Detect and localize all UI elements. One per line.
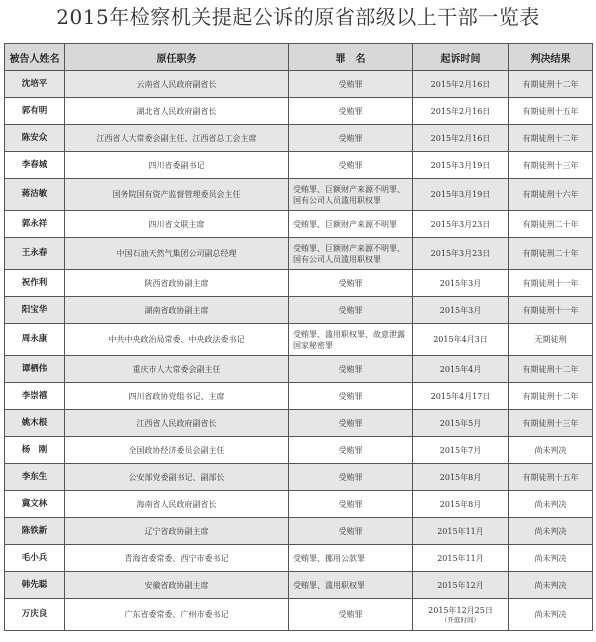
cell-position: 江西省人大常委会副主任、江西省总工会主席 (65, 125, 289, 152)
cell-verdict: 有期徒刑十三年 (509, 410, 593, 437)
table-row (5, 324, 593, 356)
cell-crime: 受贿罪、挪用公款罪 (289, 545, 413, 572)
cell-crime: 受贿罪、巨额财产来源不明罪、国有公司人员滥用职权罪 (289, 238, 413, 270)
cell-name: 郭有明 (5, 98, 65, 125)
table-row (5, 297, 593, 324)
table-row (5, 211, 593, 238)
cell-position: 青海省委常委、西宁市委书记 (65, 545, 289, 572)
cell-position: 江西省人民政府副省长 (65, 410, 289, 437)
cell-crime: 受贿罪 (289, 491, 413, 518)
cell-name: 李崇禧 (5, 383, 65, 410)
cell-verdict: 有期徒刑二十年 (509, 211, 593, 238)
date-text: 2015年11月 (437, 526, 484, 536)
date-text: 2015年7月 (439, 445, 482, 455)
cell-verdict: 尚未判决 (509, 437, 593, 464)
cell-position: 四川省委副书记 (65, 152, 289, 179)
cell-crime: 受贿罪、滥用职权罪 (289, 572, 413, 599)
cell-verdict: 有期徒刑十六年 (509, 179, 593, 211)
cell-date (413, 599, 509, 631)
table-row (5, 125, 593, 152)
cell-name: 姚木根 (5, 410, 65, 437)
cell-position: 湖南省政协副主席 (65, 297, 289, 324)
cell-verdict: 尚未判决 (509, 518, 593, 545)
cell-date (413, 437, 509, 464)
date-text: 2015年8月 (439, 499, 482, 509)
table-row (5, 437, 593, 464)
date-text: 2015年3月19日 (430, 160, 491, 170)
cell-crime: 受贿罪、滥用职权罪、故意泄露国家秘密罪 (289, 324, 413, 356)
cell-position: 陕西省政协副主席 (65, 270, 289, 297)
date-text: 2015年3月 (439, 278, 482, 288)
cell-position: 海南省人民政府副省长 (65, 491, 289, 518)
cell-name: 李春城 (5, 152, 65, 179)
cell-crime: 受贿罪 (289, 98, 413, 125)
cell-verdict: 尚未判决 (509, 491, 593, 518)
header-name: 被告人姓名 (5, 44, 65, 71)
cell-date (413, 324, 509, 356)
date-text: 2015年2月16日 (430, 79, 491, 89)
cell-verdict: 有期徒刑十二年 (509, 383, 593, 410)
cell-verdict: 有期徒刑十五年 (509, 464, 593, 491)
cell-name: 阳宝华 (5, 297, 65, 324)
cell-position: 中共中央政治局常委、中央政法委书记 (65, 324, 289, 356)
table-row (5, 152, 593, 179)
cell-name: 蒋洁敏 (5, 179, 65, 211)
date-text: 2015年8月 (439, 472, 482, 482)
cell-position: 重庆市人大常委会副主任 (65, 356, 289, 383)
cell-date (413, 572, 509, 599)
cell-crime: 受贿罪 (289, 383, 413, 410)
date-text: 2015年12月25日 (428, 605, 493, 615)
cell-position: 辽宁省政协副主席 (65, 518, 289, 545)
cell-crime: 受贿罪 (289, 410, 413, 437)
cell-date (413, 491, 509, 518)
date-text: 2015年3月23日 (430, 249, 491, 258)
cell-crime: 受贿罪 (289, 437, 413, 464)
table-row (5, 383, 593, 410)
cell-name: 郭永祥 (5, 211, 65, 238)
cell-date (413, 270, 509, 297)
cell-position: 四川省文联主席 (65, 211, 289, 238)
date-text: 2015年4月17日 (430, 391, 491, 401)
table-row (5, 98, 593, 125)
cell-crime: 受贿罪 (289, 356, 413, 383)
table-header-row (5, 44, 593, 71)
cell-date (413, 410, 509, 437)
cell-verdict: 有期徒刑十二年 (509, 125, 593, 152)
cell-date (413, 211, 509, 238)
date-text: 2015年11月 (437, 553, 484, 563)
date-text: 2015年2月16日 (430, 106, 491, 116)
table-body (5, 71, 593, 631)
date-text: 2015年12月 (437, 580, 484, 590)
table-row (5, 270, 593, 297)
table-row (5, 179, 593, 211)
date-text: 2015年3月 (439, 305, 482, 315)
header-position: 原任职务 (65, 44, 289, 71)
cell-verdict: 有期徒刑十二年 (509, 71, 593, 98)
cell-date (413, 125, 509, 152)
date-text: 2015年4月3日 (433, 335, 488, 344)
cell-date (413, 518, 509, 545)
date-text: 2015年4月 (439, 364, 482, 374)
cell-name: 李东生 (5, 464, 65, 491)
table-row (5, 599, 593, 631)
cell-date (413, 98, 509, 125)
cell-name: 毛小兵 (5, 545, 65, 572)
cell-crime: 受贿罪 (289, 71, 413, 98)
date-note: （开庭时间） (441, 615, 480, 624)
header-crime: 罪 名 (289, 44, 413, 71)
cell-verdict: 有期徒刑十三年 (509, 152, 593, 179)
date-text: 2015年3月23日 (430, 219, 491, 229)
page-title: 2015年检察机关提起公诉的原省部级以上干部一览表 (56, 5, 540, 29)
cell-crime: 受贿罪 (289, 152, 413, 179)
cell-position: 中国石油天然气集团公司副总经理 (65, 238, 289, 270)
table-row (5, 572, 593, 599)
cell-name: 周永康 (5, 324, 65, 356)
cell-crime: 受贿罪 (289, 518, 413, 545)
cell-date (413, 71, 509, 98)
cell-position: 广东省委常委、广州市委书记 (65, 599, 289, 631)
cell-date (413, 383, 509, 410)
table-row (5, 491, 593, 518)
table-row (5, 71, 593, 98)
cell-name: 陈铁新 (5, 518, 65, 545)
cell-name: 万庆良 (5, 599, 65, 631)
cell-date (413, 152, 509, 179)
cell-name: 沈培平 (5, 71, 65, 98)
cell-crime: 受贿罪 (289, 270, 413, 297)
cell-position: 四川省政协党组书记、主席 (65, 383, 289, 410)
cell-crime: 受贿罪 (289, 599, 413, 631)
cell-name: 祝作利 (5, 270, 65, 297)
cell-verdict: 有期徒刑十一年 (509, 270, 593, 297)
cell-position: 全国政协经济委员会副主任 (65, 437, 289, 464)
cell-verdict: 尚未判决 (509, 545, 593, 572)
cell-date (413, 356, 509, 383)
cell-position: 安徽省政协副主席 (65, 572, 289, 599)
cell-position: 国务院国有资产监督管理委员会主任 (65, 179, 289, 211)
date-text: 2015年2月16日 (430, 133, 491, 143)
officials-table (4, 43, 593, 631)
table-row (5, 410, 593, 437)
cell-name: 韩先聪 (5, 572, 65, 599)
table-row (5, 545, 593, 572)
cell-position: 公安部党委副书记、副部长 (65, 464, 289, 491)
table-row (5, 464, 593, 491)
cell-name: 谭栖伟 (5, 356, 65, 383)
cell-name: 王永春 (5, 238, 65, 270)
header-date: 起诉时间 (413, 44, 509, 71)
cell-position: 云南省人民政府副省长 (65, 71, 289, 98)
cell-position: 湖北省人民政府副省长 (65, 98, 289, 125)
cell-name: 冀文林 (5, 491, 65, 518)
table-row (5, 238, 593, 270)
cell-name: 杨 刚 (5, 437, 65, 464)
cell-date (413, 297, 509, 324)
cell-verdict: 有期徒刑二十年 (509, 238, 593, 270)
cell-crime: 受贿罪 (289, 297, 413, 324)
header-verdict: 判决结果 (509, 44, 593, 71)
cell-verdict: 有期徒刑十二年 (509, 356, 593, 383)
cell-crime: 受贿罪、巨额财产来源不明罪 (289, 211, 413, 238)
cell-verdict: 尚未判决 (509, 599, 593, 631)
cell-date (413, 179, 509, 211)
cell-date (413, 464, 509, 491)
cell-verdict: 有期徒刑十五年 (509, 98, 593, 125)
cell-date (413, 545, 509, 572)
cell-crime: 受贿罪 (289, 464, 413, 491)
cell-name: 陈安众 (5, 125, 65, 152)
date-text: 2015年5月 (439, 418, 482, 428)
cell-verdict: 有期徒刑十一年 (509, 297, 593, 324)
table-row (5, 518, 593, 545)
cell-crime: 受贿罪、巨额财产来源不明罪、国有公司人员滥用职权罪 (289, 179, 413, 211)
table-row (5, 356, 593, 383)
cell-verdict: 无期徒刑 (509, 324, 593, 356)
cell-date (413, 238, 509, 270)
date-text: 2015年3月19日 (430, 190, 491, 199)
cell-verdict: 尚未判决 (509, 572, 593, 599)
cell-crime: 受贿罪 (289, 125, 413, 152)
